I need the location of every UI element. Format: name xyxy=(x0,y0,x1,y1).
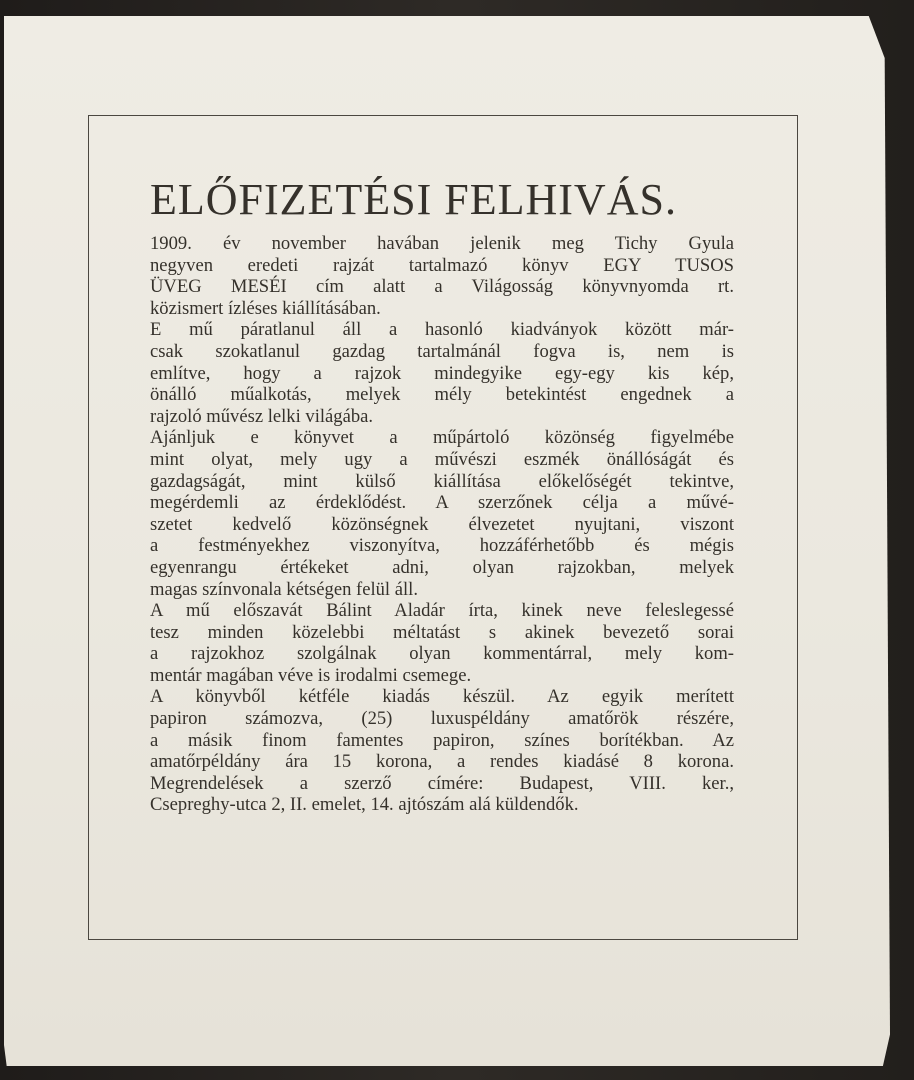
text-line: papiron számozva, (25) luxuspéldány amatőrök részére, xyxy=(150,708,734,730)
text-line: Ajánljuk e könyvet a műpártoló közönség figyelmébe xyxy=(150,427,734,449)
text-line: amatőrpéldány ára 15 korona, a rendes kiadásé 8 korona. xyxy=(150,751,734,773)
text-line: Csepreghy-utca 2, II. emelet, 14. ajtószám alá küldendők. xyxy=(150,794,579,816)
document-body xyxy=(150,233,734,816)
paragraph-description xyxy=(150,319,734,427)
text-line: Megrendelések a szerző címére: Budapest, VIII. ker., xyxy=(150,772,734,794)
text-line: 1909. év november havában jelenik meg Tichy Gyula xyxy=(150,233,734,254)
text-line: A mű előszavát Bálint Aladár írta, kinek neve feleslegessé xyxy=(150,600,734,622)
document-title: ELŐFIZETÉSI FELHIVÁS. xyxy=(150,175,677,224)
text-line: egyenrangu értékeket adni, olyan rajzokban, melyek xyxy=(150,556,734,578)
text-line: a festményekhez viszonyítva, hozzáférhetőbb és mégis xyxy=(150,535,734,557)
paragraph-foreword xyxy=(150,600,734,686)
text-line: mentár magában véve is irodalmi csemege. xyxy=(150,664,472,686)
text-line: önálló műalkotás, melyek mély betekintést engednek a xyxy=(150,384,734,406)
text-line: ÜVEG MESÉI cím alatt a Világosság könyvnyomda rt. xyxy=(150,276,734,298)
text-line: negyven eredeti rajzát tartalmazó könyv EGY TUSOS xyxy=(150,254,734,276)
text-line: szetet kedvelő közönségnek élvezetet nyujtani, viszont xyxy=(150,513,734,535)
text-line: tesz minden közelebbi méltatást s akinek bevezető sorai xyxy=(150,621,734,643)
text-line: rajzoló művész lelki világába. xyxy=(150,405,374,427)
paragraph-editions-and-ordering xyxy=(150,686,734,816)
text-line: közismert ízléses kiállításában. xyxy=(150,297,381,319)
text-line: csak szokatlanul gazdag tartalmánál fogva is, nem is xyxy=(150,340,734,362)
paragraph-recommendation xyxy=(150,427,734,600)
text-line: említve, hogy a rajzok mindegyike egy-egy kis kép, xyxy=(150,362,734,384)
text-line: gazdagságát, mint külső kiállítása előkelőségét tekintve, xyxy=(150,470,734,492)
text-line: megérdemli az érdeklődést. A szerzőnek célja a művé- xyxy=(150,492,734,514)
text-line: mint olyat, mely ugy a művészi eszmék önállóságát és xyxy=(150,448,734,470)
text-line: magas színvonala kétségen felül áll. xyxy=(150,578,418,600)
text-line: a másik finom famentes papiron, színes borítékban. Az xyxy=(150,729,734,751)
text-line: A könyvből kétféle kiadás készül. Az egyik merített xyxy=(150,686,734,708)
text-line: E mű páratlanul áll a hasonló kiadványok között már- xyxy=(150,319,734,341)
text-line: a rajzokhoz szolgálnak olyan kommentárral, mely kom- xyxy=(150,643,734,665)
paragraph-announcement xyxy=(150,233,734,319)
